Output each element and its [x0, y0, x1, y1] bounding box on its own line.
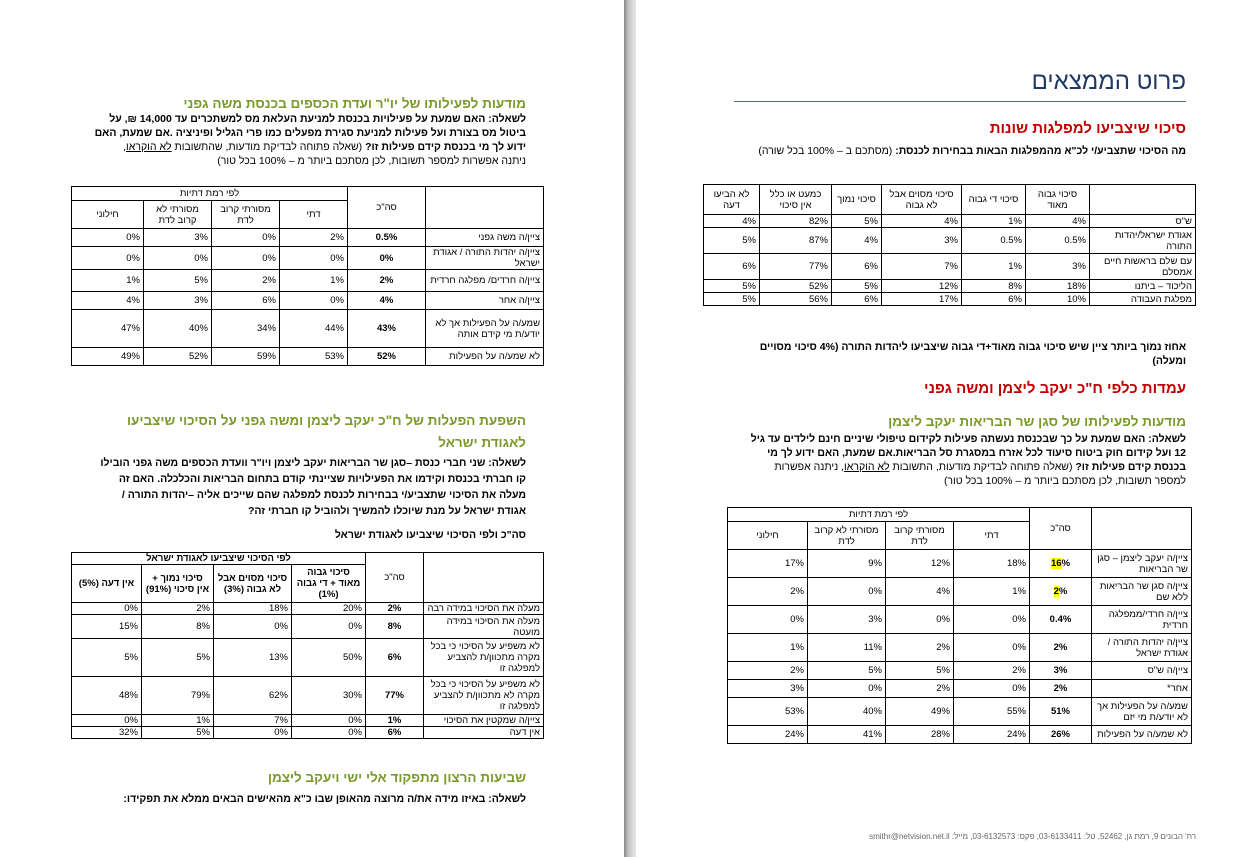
- total-cell: 0.4%: [1030, 606, 1092, 634]
- row-label: ציין/ה חרדי/ממפלגה חרדית: [1092, 606, 1192, 634]
- heading-line: לאגודת ישראל: [438, 435, 526, 450]
- table-row: [704, 254, 1196, 280]
- sub-header: מסורתי קרוב לדת: [212, 201, 280, 229]
- row-label: שמע/ה על הפעילות אך לא יודע/ת מי יזם: [1092, 698, 1192, 726]
- question-line: [86, 140, 526, 154]
- value-cell: 79%: [142, 677, 214, 715]
- total-cell: [1030, 578, 1092, 606]
- table-row: [72, 310, 544, 348]
- table-row: [728, 634, 1192, 662]
- value-cell: 9%: [808, 550, 886, 578]
- value-cell: 50%: [292, 639, 366, 677]
- total-header: סה"כ: [348, 187, 426, 229]
- right-page: [636, 0, 1254, 857]
- total-cell: [1030, 550, 1092, 578]
- row-label: מפלגת העבודה: [1090, 293, 1196, 306]
- value-cell: 7%: [882, 254, 962, 280]
- value-cell: 3%: [144, 292, 212, 310]
- value-cell: 0%: [954, 606, 1030, 634]
- value-cell: 77%: [760, 254, 832, 280]
- sub-header: מסורתי לא קרוב לדת: [808, 522, 886, 550]
- value-cell: 0%: [214, 727, 292, 739]
- value-cell: 5%: [808, 662, 886, 680]
- value-cell: 82%: [760, 215, 832, 228]
- value-cell: 18%: [1026, 280, 1090, 293]
- total-cell: 3%: [1030, 662, 1092, 680]
- value-cell: 40%: [808, 698, 886, 726]
- corner-cell: [424, 553, 544, 603]
- table-row: [704, 293, 1196, 306]
- table-row: [72, 292, 544, 310]
- value-cell: 0%: [72, 229, 144, 247]
- row-label: אחר*: [1092, 680, 1192, 698]
- row-label: אין דעה: [424, 727, 544, 739]
- value-cell: 49%: [886, 698, 954, 726]
- sub-header: דתי: [954, 522, 1030, 550]
- value-suffix: %: [1058, 586, 1068, 597]
- finding-note: אחוז נמוך ביותר ציין שיש סיכוי גבוה מאוד+די גבוה שיצביעו ליהדות התורה (4% סיכוי מסויים ומעלה): [759, 341, 1186, 367]
- table-row: [72, 229, 544, 247]
- column-header: כמעט או כלל אין סיכוי: [760, 185, 832, 215]
- table-row: [704, 215, 1196, 228]
- section-heading: עמדות כלפי ח"כ יעקב ליצמן ומשה גפני: [924, 380, 1186, 397]
- value-cell: 30%: [292, 677, 366, 715]
- question-note: (שאלה פתוחה לבדיקת מודעות, שהתשובות: [171, 141, 366, 153]
- value-cell: 34%: [212, 310, 280, 348]
- value-cell: 0%: [71, 715, 141, 727]
- value-cell: 18%: [954, 550, 1030, 578]
- question-bold: מה הסיכוי שתצביע/י לכ"א מהמפלגות הבאות בבחירות לכנסת:: [895, 145, 1186, 157]
- value-cell: 1%: [962, 254, 1026, 280]
- section-heading: סיכוי שיצביעו למפלגות שונות: [989, 120, 1186, 137]
- row-label: לא שמע/ה על הפעילות: [426, 348, 544, 366]
- total-cell: 8%: [366, 615, 424, 639]
- heading-line: השפעת הפעלות של ח"כ יעקב ליצמן ומשה גפני על הסיכוי שיצביעו: [126, 413, 526, 428]
- total-cell: 0.5%: [348, 229, 426, 247]
- value-cell: 1%: [962, 215, 1026, 228]
- corner-cell: [1090, 185, 1196, 215]
- value-cell: 13%: [214, 639, 292, 677]
- total-cell: 2%: [1030, 634, 1092, 662]
- table-row: [728, 578, 1192, 606]
- value-cell: 1%: [72, 270, 144, 292]
- value-cell: 4%: [704, 215, 760, 228]
- row-label: מעלה את הסיכוי במידה רבה: [424, 603, 544, 615]
- column-header: סיכוי נמוך: [832, 185, 882, 215]
- total-cell: 77%: [366, 677, 424, 715]
- value-cell: 1%: [280, 270, 348, 292]
- sub-header: מסורתי קרוב לדת: [886, 522, 954, 550]
- question-text: [86, 112, 526, 168]
- row-label: ציין/ה אחר: [426, 292, 544, 310]
- value-cell: 2%: [886, 680, 954, 698]
- sub-header: סיכוי נמוך + אין סיכוי (91%): [142, 565, 214, 603]
- highlighted-value: 16: [1050, 558, 1062, 569]
- sub-header: חילוני: [72, 201, 144, 229]
- value-cell: 12%: [882, 280, 962, 293]
- row-label: ציין/ה חרדים/ מפלגה חרדית: [426, 270, 544, 292]
- value-cell: 15%: [71, 615, 141, 639]
- value-cell: 48%: [71, 677, 141, 715]
- question-line: מעלה את הסיכוי שתצביע/י בבחירות לכנסת למפלגה שהם שייכים אליה –יהדות התורה /: [121, 489, 526, 501]
- value-cell: 44%: [280, 310, 348, 348]
- question-bold: ידוע לך מי בכנסת קידם פעילות זו?: [365, 141, 526, 153]
- value-cell: 6%: [962, 293, 1026, 306]
- value-cell: 5%: [832, 280, 882, 293]
- total-cell: 6%: [366, 639, 424, 677]
- value-cell: 0%: [212, 229, 280, 247]
- table-row: [728, 726, 1192, 744]
- row-label: ציין/ה יהדות התורה / אגודת ישראל: [426, 247, 544, 270]
- value-cell: 4%: [886, 578, 954, 606]
- column-header: סיכוי די גבוה: [962, 185, 1026, 215]
- value-cell: 4%: [72, 292, 144, 310]
- value-suffix: %: [1061, 558, 1071, 569]
- sub-header: סיכוי גבוה מאוד + די גבוה (1%): [292, 565, 366, 603]
- value-cell: 62%: [214, 677, 292, 715]
- value-cell: 8%: [962, 280, 1026, 293]
- value-cell: 2%: [212, 270, 280, 292]
- total-cell: 2%: [366, 603, 424, 615]
- section-heading: מודעות לפעילותו של יו"ר ועדת הכספים בכנסת משה גפני: [183, 96, 526, 111]
- party-likelihood-table: [703, 184, 1196, 306]
- value-cell: 5%: [704, 293, 760, 306]
- table-row: [704, 228, 1196, 254]
- total-header: סה"כ: [1030, 508, 1092, 550]
- value-cell: 5%: [704, 228, 760, 254]
- row-label: אגודת ישראל/יהדות התורה: [1090, 228, 1196, 254]
- value-cell: 1%: [728, 634, 808, 662]
- value-cell: 28%: [886, 726, 954, 744]
- value-cell: 47%: [72, 310, 144, 348]
- corner-cell: [426, 187, 544, 229]
- value-cell: 3%: [144, 229, 212, 247]
- value-cell: 4%: [882, 215, 962, 228]
- value-cell: 6%: [832, 254, 882, 280]
- question-line: לשאלה: באיזו מידה את/ה מרוצה מהאופן שבו כ"א מהאישים הבאים ממלא את תפקידו:: [123, 793, 526, 805]
- total-cell: 2%: [1030, 680, 1092, 698]
- value-cell: 12%: [886, 550, 954, 578]
- column-header: סיכוי מסוים אבל לא גבוה: [882, 185, 962, 215]
- section-heading: [86, 410, 526, 454]
- value-cell: 52%: [760, 280, 832, 293]
- table-row: [71, 603, 543, 615]
- table-row: [72, 348, 544, 366]
- value-cell: 17%: [882, 293, 962, 306]
- total-cell: 52%: [348, 348, 426, 366]
- table-row: [72, 247, 544, 270]
- question-text: [734, 432, 1186, 488]
- sub-header: סיכוי מסוים אבל לא גבוה (3%): [214, 565, 292, 603]
- value-cell: 0%: [886, 606, 954, 634]
- row-label: ש"ס: [1090, 215, 1196, 228]
- question-line: אגודת ישראל על מנת שיוכלו להמשיך ולהוביל קו חברתי זה?: [248, 505, 526, 517]
- value-cell: 0%: [72, 247, 144, 270]
- value-cell: 53%: [280, 348, 348, 366]
- value-cell: 7%: [214, 715, 292, 727]
- litzman-awareness-table: [727, 507, 1192, 744]
- value-cell: 5%: [832, 215, 882, 228]
- question-line: קו חברתי בכנסת וקידמו את הפעילויות שציינתי קודם בתחום הבריאות והכלכלה. האם זה: [118, 473, 526, 485]
- question-line: ביטול מס בצורת ועל פעילות למניעת סגירת מפעלים כמו פרי הגליל ופיניציה .אם שמעת, האם: [94, 127, 526, 139]
- value-cell: 0%: [144, 247, 212, 270]
- value-cell: 4%: [1026, 215, 1090, 228]
- group-header: לפי רמת דתיות: [72, 187, 348, 201]
- total-cell: 1%: [366, 715, 424, 727]
- question-line: למספר תשובות, לכן מסתכם ביותר מ – 100% בכל טור): [943, 475, 1186, 487]
- table-row: [704, 280, 1196, 293]
- table-caption: סה"כ ולפי הסיכוי שיצביעו לאגודת ישראל: [334, 529, 526, 541]
- value-cell: 3%: [728, 680, 808, 698]
- value-cell: 0%: [280, 292, 348, 310]
- value-cell: 5%: [142, 639, 214, 677]
- table-row: [728, 550, 1192, 578]
- table-row: [728, 606, 1192, 634]
- group-header: לפי רמת דתיות: [728, 508, 1030, 522]
- column-header: לא הביעו דעה: [704, 185, 760, 215]
- value-cell: 1%: [954, 578, 1030, 606]
- group-header: לפי הסיכוי שיצביעו לאגודת ישראל: [71, 553, 365, 565]
- total-cell: 2%: [348, 270, 426, 292]
- value-cell: 2%: [728, 578, 808, 606]
- row-label: לא משפיע על הסיכוי כי בכל מקרה מתכוון/ת להצביע למפלגה זו: [424, 639, 544, 677]
- question-bold: בכנסת קידם פעילות זו?: [1075, 461, 1186, 473]
- sub-header: אין דעה (5%): [71, 565, 141, 603]
- value-cell: 5%: [886, 662, 954, 680]
- value-cell: 0%: [728, 606, 808, 634]
- page-footer: רח' הבונים 9, רמת גן, 52462, טל: 03-6133411, פקס: 03-6132573, מייל: smithr@netvision.net.il: [869, 832, 1196, 841]
- voting-influence-table: [71, 552, 544, 739]
- value-cell: 2%: [142, 603, 214, 615]
- sub-header: מסורתי לא קרוב לדת: [144, 201, 212, 229]
- question-line: 12 ועל קידום חוק ביטוח סיעוד לכל אזרח במסגרת סל הבריאות.אם שמעת, האם ידוע לך מי: [767, 447, 1186, 459]
- value-cell: 3%: [808, 606, 886, 634]
- question-note: (שאלה פתוחה לבדיקת מודעות, התשובות: [889, 461, 1076, 473]
- value-cell: 5%: [142, 727, 214, 739]
- question-note: (מסתכם ב – 100% בכל שורה): [758, 145, 896, 157]
- value-cell: 17%: [728, 550, 808, 578]
- question-underline: לא הוקראו: [126, 141, 172, 153]
- value-cell: 11%: [808, 634, 886, 662]
- moshe-gafni-awareness-table: [71, 186, 544, 366]
- question-line: ניתנה אפשרות למספר תשובות, לכן מסתכם ביותר מ – 100% בכל טור): [217, 155, 526, 167]
- value-cell: 0%: [71, 603, 141, 615]
- value-cell: 6%: [212, 292, 280, 310]
- value-cell: 52%: [144, 348, 212, 366]
- row-label: ציין/ה משה גפני: [426, 229, 544, 247]
- table-row: [728, 680, 1192, 698]
- page-gutter: [624, 0, 636, 857]
- highlighted-value: 2: [1053, 586, 1059, 597]
- value-cell: 24%: [954, 726, 1030, 744]
- value-cell: 32%: [71, 727, 141, 739]
- row-label: ציין/ה סגן שר הבריאות ללא שם: [1092, 578, 1192, 606]
- value-cell: 4%: [832, 228, 882, 254]
- table-row: [72, 270, 544, 292]
- value-cell: 0%: [954, 680, 1030, 698]
- value-cell: 10%: [1026, 293, 1090, 306]
- row-label: עם שלם בראשות חיים אמסלם: [1090, 254, 1196, 280]
- value-cell: 55%: [954, 698, 1030, 726]
- question-line: לשאלה: האם שמעת על פעילויות בכנסת למניעת העלאת מס למשתכרים עד 14,000 ₪, על: [109, 113, 526, 125]
- question-line: [734, 460, 1186, 474]
- row-label: מעלה את הסיכוי במידה מועטה: [424, 615, 544, 639]
- row-label: שמע/ה על הפעילות אך לא יודע/ת מי קידם אותה: [426, 310, 544, 348]
- table-row: [71, 615, 543, 639]
- total-cell: 51%: [1030, 698, 1092, 726]
- row-label: ציין/ה יעקב ליצמן – סגן שר הבריאות: [1092, 550, 1192, 578]
- row-label: ציין/ה שמקטין את הסיכוי: [424, 715, 544, 727]
- value-cell: 0%: [214, 615, 292, 639]
- value-cell: 0.5%: [1026, 228, 1090, 254]
- table-row: [728, 698, 1192, 726]
- row-label: הליכוד – ביתנו: [1090, 280, 1196, 293]
- value-cell: 2%: [280, 229, 348, 247]
- value-cell: 0.5%: [962, 228, 1026, 254]
- corner-cell: [1092, 508, 1192, 550]
- total-cell: 4%: [348, 292, 426, 310]
- value-cell: 2%: [728, 662, 808, 680]
- value-cell: 5%: [71, 639, 141, 677]
- row-label: לא משפיע על הסיכוי כי בכל מקרה לא מתכוון/ת להצביע למפלגה זו: [424, 677, 544, 715]
- value-cell: 20%: [292, 603, 366, 615]
- value-cell: 5%: [144, 270, 212, 292]
- value-cell: 53%: [728, 698, 808, 726]
- title-rule: [734, 101, 1186, 102]
- left-page: [0, 0, 624, 857]
- value-cell: 6%: [704, 254, 760, 280]
- value-cell: 0%: [808, 680, 886, 698]
- table-row: [728, 662, 1192, 680]
- value-cell: 41%: [808, 726, 886, 744]
- value-cell: 0%: [808, 578, 886, 606]
- value-cell: 2%: [954, 662, 1030, 680]
- table-row: [71, 727, 543, 739]
- value-cell: 0%: [212, 247, 280, 270]
- question-text: [86, 455, 526, 519]
- question-note: , ניתנה אפשרות: [774, 461, 845, 473]
- table-row: [71, 715, 543, 727]
- value-cell: 0%: [292, 615, 366, 639]
- question-line: לשאלה: שני חברי כנסת –סגן שר הבריאות יעקב ליצמן ויו"ר וועדת הכספים משה גפני הובילו: [100, 457, 526, 469]
- value-cell: 5%: [704, 280, 760, 293]
- total-cell: 43%: [348, 310, 426, 348]
- sub-header: דתי: [280, 201, 348, 229]
- value-cell: 8%: [142, 615, 214, 639]
- total-cell: 0%: [348, 247, 426, 270]
- total-cell: 26%: [1030, 726, 1092, 744]
- value-cell: 1%: [142, 715, 214, 727]
- value-cell: 40%: [144, 310, 212, 348]
- question-underline: לא הוקראו: [844, 461, 890, 473]
- question-line: לשאלה: האם שמעת על כך שבכנסת נעשתה פעילות לקידום טיפולי שיניים חינם לילדים עד גיל: [750, 433, 1186, 445]
- sub-header: חילוני: [728, 522, 808, 550]
- table-row: [71, 639, 543, 677]
- value-cell: 87%: [760, 228, 832, 254]
- value-cell: 56%: [760, 293, 832, 306]
- value-cell: 3%: [1026, 254, 1090, 280]
- question-note: ,: [123, 141, 127, 153]
- row-label: ציין/ה ש"ס: [1092, 662, 1192, 680]
- value-cell: 0%: [954, 634, 1030, 662]
- value-cell: 49%: [72, 348, 144, 366]
- section-subheading: מודעות לפעילותו של סגן שר הבריאות יעקב ליצמן: [888, 414, 1186, 429]
- total-header: סה"כ: [366, 553, 424, 603]
- row-label: לא שמע/ה על הפעילות: [1092, 726, 1192, 744]
- value-cell: 0%: [280, 247, 348, 270]
- value-cell: 18%: [214, 603, 292, 615]
- row-label: ציין/ה יהדות התורה / אגודת ישראל: [1092, 634, 1192, 662]
- value-cell: 6%: [832, 293, 882, 306]
- value-cell: 0%: [292, 727, 366, 739]
- table-row: [71, 677, 543, 715]
- section-heading: שביעות הרצון מתפקוד אלי ישי ויעקב ליצמן: [267, 770, 526, 785]
- value-cell: 24%: [728, 726, 808, 744]
- value-cell: 3%: [882, 228, 962, 254]
- column-header: סיכוי גבוה מאוד: [1026, 185, 1090, 215]
- total-cell: 6%: [366, 727, 424, 739]
- value-cell: 0%: [292, 715, 366, 727]
- value-cell: 59%: [212, 348, 280, 366]
- page-title: פרוט הממצאים: [1031, 68, 1186, 95]
- value-cell: 2%: [886, 634, 954, 662]
- question-text: [734, 144, 1186, 158]
